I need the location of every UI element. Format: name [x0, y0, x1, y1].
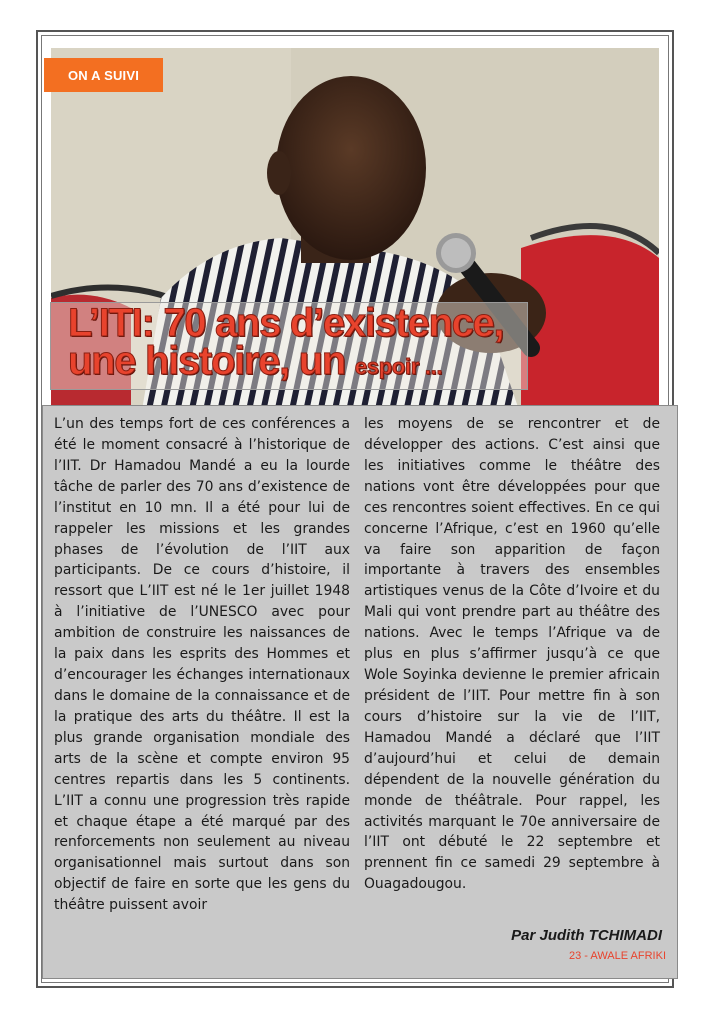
article-headline [68, 301, 538, 386]
headline-line-2 [68, 339, 538, 386]
author-byline: Par Judith TCHIMADI [511, 927, 662, 944]
section-kicker: ON A SUIVI [44, 58, 163, 92]
headline-line-1: L’ITI: 70 ans d’existence, [68, 301, 504, 345]
article-column-right [364, 414, 660, 895]
headline-line-2-small: espoir ... [354, 354, 443, 379]
page-number: 23 - AWALE AFRIKI [569, 950, 666, 962]
article-text-left: L’un des temps fort de ces conférences a été le moment consacré à l’historique de l’IIT. Dr Hamadou Mandé a eu la lourde tâche de parler des 70 ans d’existence de l’institut en 10 mn. Il a été pour lui de rappeler les missions et les grandes phases de l’évolution de l’IIT aux participants. De ce cours d’histoire, il ressort que L’IIT est né le 1er juillet 1948 à l’initiative de l’UNESCO avec pour ambition de construire les naissances de la paix dans les esprits des Hommes et d’encourager les échanges internationaux dans le domaine de la connaissance et de la pratique des arts du théâtre. Il est la plus grande organisation mondiale des arts de la scène et compte environ 95 centres repartis dans les 5 continents. L’IIT a connu une progression très rapide et chaque étape a été marqué par des renforcements non seulement au niveau organisationnel mais surtout dans son objectif de faire en sorte que les gens du théâtre puissent avoir [54, 416, 350, 914]
article-column-left [54, 414, 350, 916]
headline-line-2-main: une histoire, un [68, 339, 345, 383]
article-text-right: les moyens de se rencontrer et de développer des actions. C’est ainsi que les initiatives comme le théâtre des nations vont être développées pour que ces rencontres soient effectives. En ce qui concerne l’Afrique, c’est en 1960 qu’elle va faire son apparition de façon importante à travers des ensembles artistiques venus de la Côte d’Ivoire et du Mali qui vont prendre part au théâtre des nations. Avec le temps l’Afrique va de plus en plus s’affirmer jusqu’à ce que Wole Soyinka devienne le premier africain président de l’IIT. Pour mettre fin à son cours d’histoire sur la vie de l’IIT, Hamadou Mandé a déclaré que l’IIT d’aujourd’hui et celui de demain dépendent de la nouvelle génération du monde de théâtrale. Pour rappel, les activités marquant le 70e anniversaire de l’IIT ont débuté le 22 septembre et prennent fin ce samedi 29 septembre à Ouagadougou. [364, 416, 660, 893]
